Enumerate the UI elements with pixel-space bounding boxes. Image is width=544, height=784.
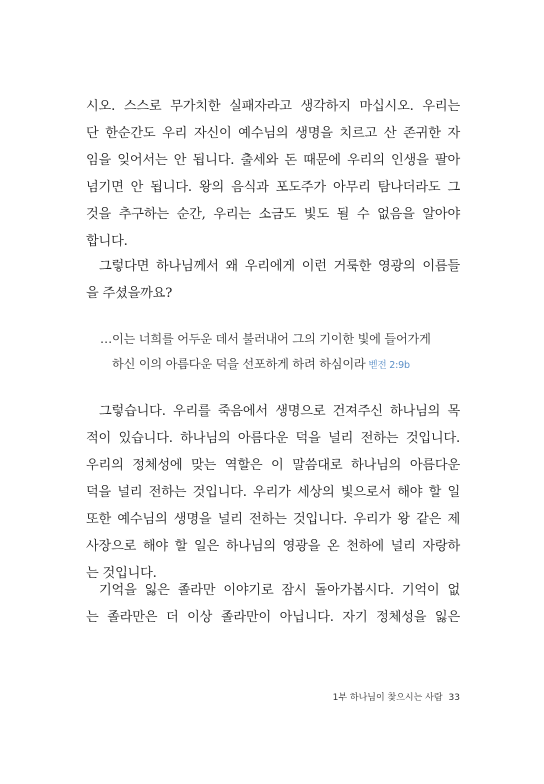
text-line: 는 졸라만은 더 이상 졸라만이 아닙니다. 자기 정체성을 잃은 [86,610,460,625]
page-number: 33 [448,693,460,703]
text-line: 합니다. [86,234,128,249]
scripture-quote [100,327,450,377]
text-line: 넘기면 안 됩니다. 왕의 음식과 포도주가 아무리 탐나더라도 그 [86,180,460,195]
paragraph-3 [86,398,460,587]
text-line: 시오. 스스로 무가치한 실패자라고 생각하지 마십시오. 우리는 [86,99,460,114]
text-line: 기억을 잃은 졸라만 이야기로 잠시 돌아가봅시다. 기억이 없 [99,583,460,598]
text-line: 을 주셨을까요? [86,286,173,301]
text-line: 적이 있습니다. 하나님의 아름다운 덕을 널리 전하는 것입니다. [86,431,460,446]
paragraph-1 [86,93,460,255]
text-line: 덕을 널리 전하는 것입니다. 우리가 세상의 빛으로서 해야 할 일 [86,485,460,500]
text-line: 또한 예수님의 생명을 널리 전하는 것입니다. 우리가 왕 같은 제 [86,512,460,527]
paragraph-4 [86,577,460,631]
running-title: 1부 하나님이 찾으시는 사람 [332,693,443,703]
text-line: 단 한순간도 우리 자신이 예수님의 생명을 치르고 산 존귀한 자 [86,126,460,141]
scripture-reference: 벧전 2:9b [368,360,410,371]
text-line: 그렇습니다. 우리를 죽음에서 생명으로 건져주신 하나님의 목 [99,404,460,419]
page-footer [333,690,460,703]
text-line: 것을 추구하는 순간, 우리는 소금도 빛도 될 수 없음을 알아야 [86,207,460,222]
text-line: 사장으로 해야 할 일은 하나님의 영광을 온 천하에 널리 자랑하 [86,539,460,554]
text-line: 임을 잊어서는 안 됩니다. 출세와 돈 때문에 우리의 인생을 팔아 [86,153,460,168]
text-line: 는 것입니다. [86,566,157,581]
quote-line: …이는 너희를 어두운 데서 불러내어 그의 기이한 빛에 들어가게 [100,332,431,346]
paragraph-2 [86,253,460,307]
quote-line: 하신 이의 아름다운 덕을 선포하게 하려 하심이라 [112,357,366,371]
quote-line-with-reference [100,352,450,377]
text-line: 우리의 정체성에 맞는 역할은 이 말씀대로 하나님의 아름다운 [86,458,460,473]
text-line: 그렇다면 하나님께서 왜 우리에게 이런 거룩한 영광의 이름들 [99,259,460,274]
